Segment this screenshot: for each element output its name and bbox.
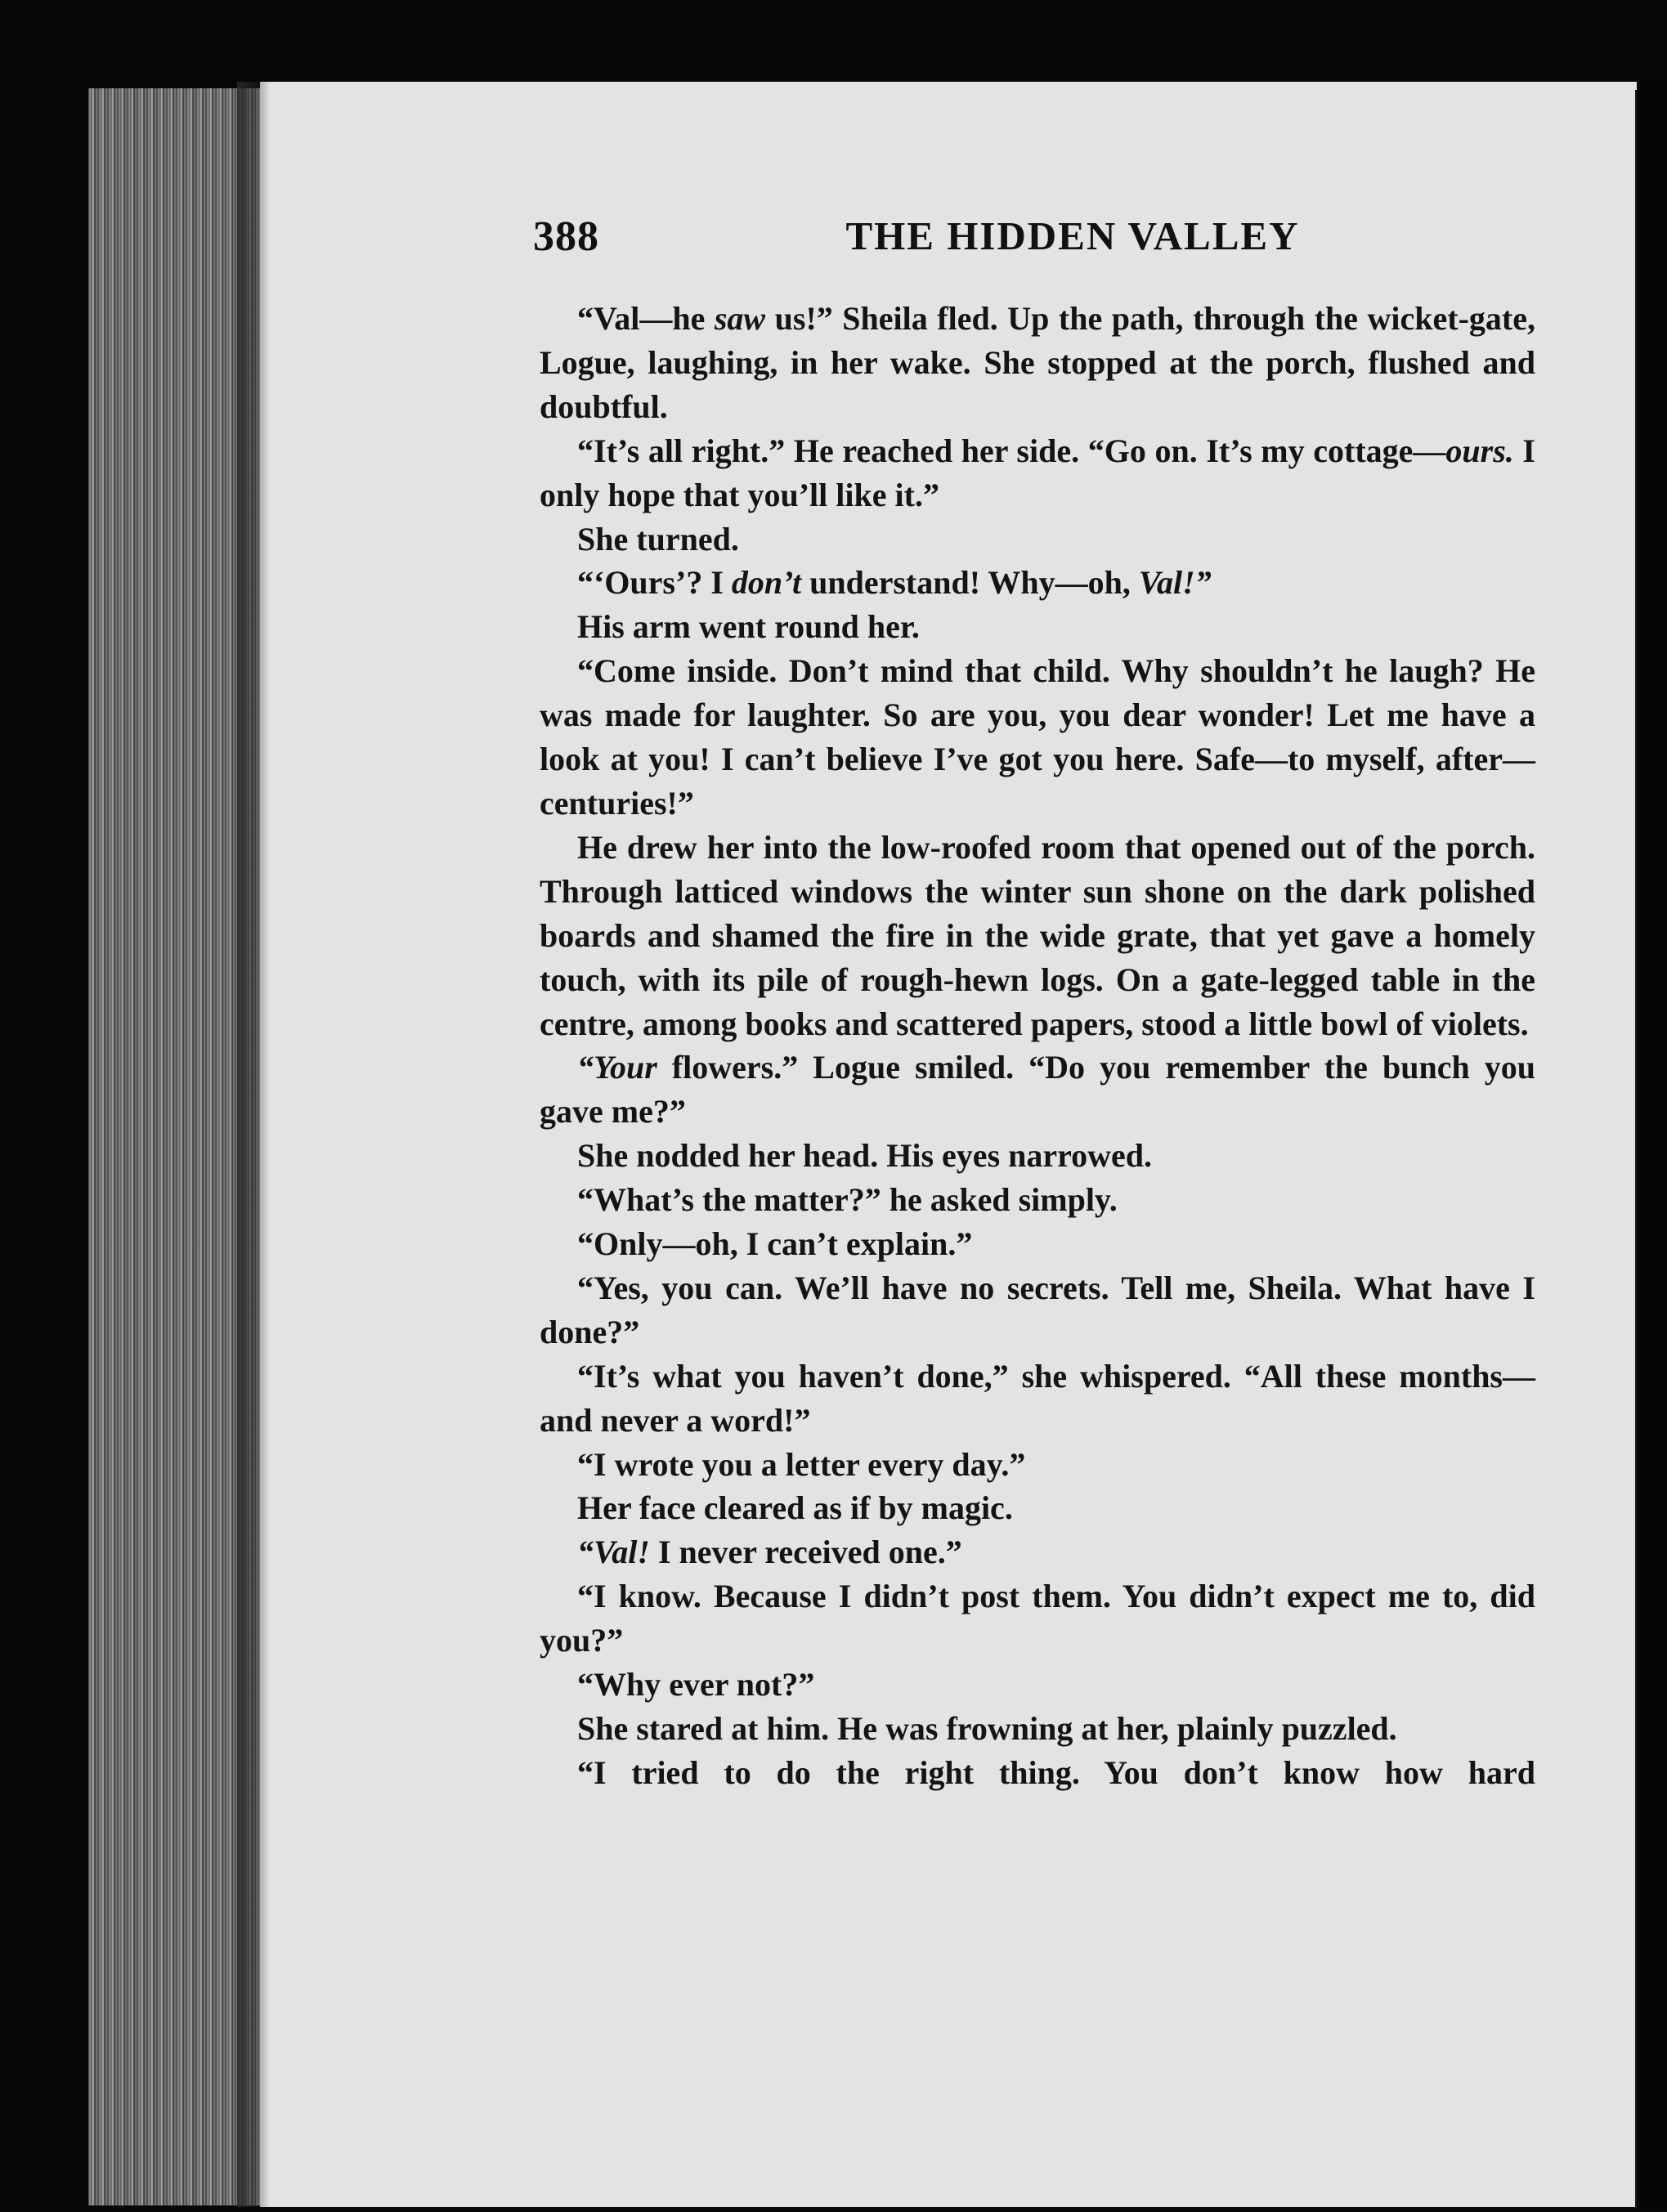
paragraph [540, 649, 1535, 826]
italic-text: saw [714, 300, 766, 337]
text-run: “Come inside. Don’t mind that child. Why shouldn’t he laugh? He was made for laughter. So are you, you dear wonder! Let me have a look at you! I can’t believe I’ve got you here. Safe—to myself, after—centuries!” [540, 652, 1535, 822]
scan-right-edge [1637, 82, 1667, 2207]
text-run: “I tried to do the right thing. You don’t know how hard [577, 1753, 1535, 1791]
text-run: “I wrote you a letter every day.” [577, 1445, 1026, 1483]
italic-text: don’t [731, 564, 802, 602]
paragraph [540, 561, 1535, 605]
text-run: “It’s what you haven’t done,” she whispered. “All these months—and never a word!” [540, 1357, 1535, 1439]
text-run: He drew her into the low-roofed room that opened out of the porch. Through latticed windows the winter sun shone on the dark polished boards and shamed the fire in the wide grate, that yet gave a homely touch, with its pile of rough-hewn logs. On a gate-legged table in the centre, among books and scattered papers, stood a little bowl of violets. [540, 828, 1535, 1042]
paragraph [540, 429, 1535, 517]
running-title: THE HIDDEN VALLEY [845, 213, 1300, 258]
paragraph [540, 517, 1535, 562]
text-run: us!” Sheila fled. Up the path, through the wicket-gate, Logue, laughing, in her wake. She stopped at the porch, flushed and doubtful. [540, 300, 1536, 425]
paragraph [540, 1134, 1535, 1178]
text-run: I never received one.” [649, 1534, 962, 1571]
text-run: Her face cleared as if by magic. [577, 1489, 1013, 1527]
paragraph [540, 1486, 1535, 1530]
paragraph [540, 605, 1535, 649]
text-run: She turned. [577, 520, 739, 557]
page-header [533, 213, 1539, 278]
paragraph [540, 1707, 1535, 1751]
italic-text: Val!” [1138, 564, 1212, 602]
paragraph [540, 1443, 1535, 1487]
gutter-shadow [237, 82, 270, 2207]
paragraph [540, 826, 1535, 1046]
text-run: His arm went round her. [577, 608, 920, 646]
page-number: 388 [533, 213, 599, 260]
paragraph [540, 1046, 1535, 1134]
paragraph [540, 1530, 1535, 1574]
text-run: “‘Ours’? I [577, 564, 732, 602]
body-text [540, 297, 1535, 1795]
text-run: “Yes, you can. We’ll have no secrets. Tell me, Sheila. What have I done?” [540, 1269, 1535, 1350]
text-run: “I know. Because I didn’t post them. You didn’t expect me to, did you?” [540, 1578, 1535, 1659]
text-run: She stared at him. He was frowning at her, plainly puzzled. [577, 1710, 1397, 1747]
text-run: I only hope that you’ll like it.” [540, 432, 1535, 513]
paragraph [540, 1222, 1535, 1266]
paragraph [540, 1178, 1535, 1222]
text-run: She nodded her head. His eyes narrowed. [577, 1137, 1153, 1175]
text-run: flowers.” Logue smiled. “Do you remember the bunch you gave me?” [540, 1049, 1535, 1131]
italic-text: ours. [1445, 432, 1514, 469]
paragraph [540, 1355, 1535, 1443]
text-run: “It’s all right.” He reached her side. “Go on. It’s my cottage— [577, 432, 1446, 469]
paragraph [540, 297, 1535, 429]
paragraph [540, 1266, 1535, 1355]
italic-text: “Your [577, 1049, 657, 1086]
italic-text: “Val! [577, 1534, 650, 1571]
paragraph [540, 1751, 1535, 1795]
paragraph [540, 1574, 1535, 1663]
text-run: “Val—he [577, 300, 715, 337]
text-run: understand! Why—oh, [801, 564, 1139, 602]
text-run: “Only—oh, I can’t explain.” [577, 1225, 973, 1263]
text-run: “Why ever not?” [577, 1666, 815, 1704]
text-run: “What’s the matter?” he asked simply. [577, 1181, 1118, 1219]
paragraph [540, 1663, 1535, 1707]
